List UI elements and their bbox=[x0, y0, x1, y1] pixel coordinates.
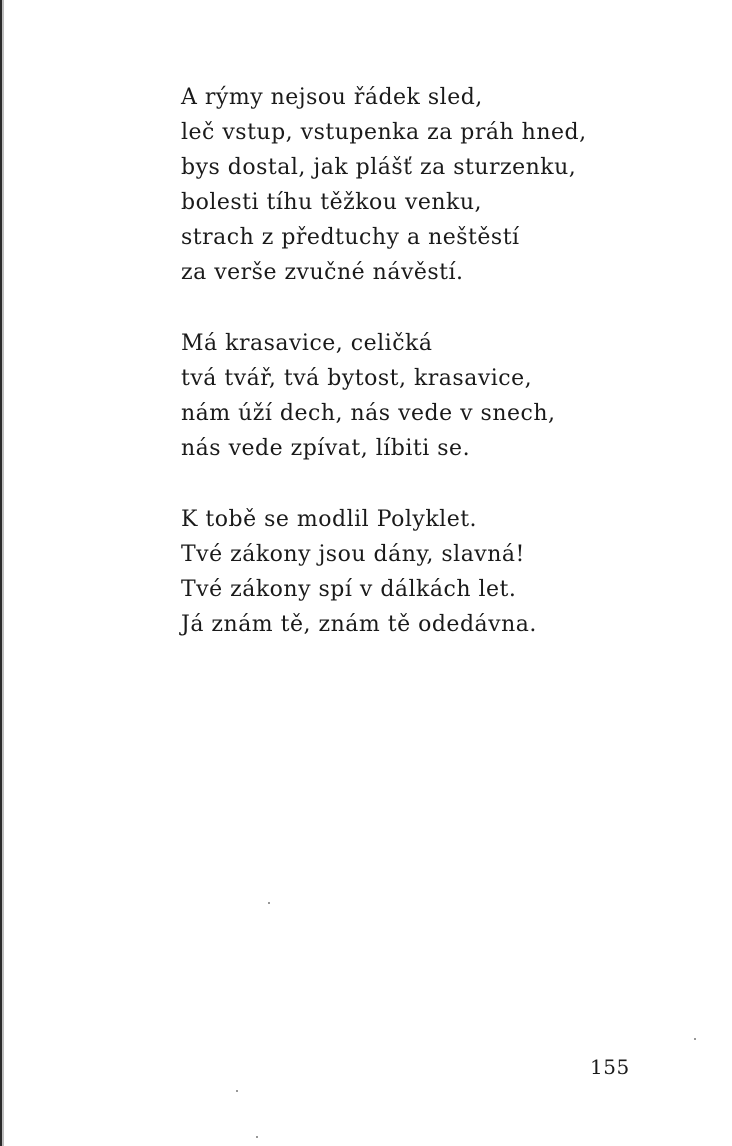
poem-line: tvá tvář, tvá bytost, krasavice, bbox=[181, 366, 533, 391]
paper-speck bbox=[256, 1136, 258, 1138]
poem-line: Tvé zákony spí v dálkách let. bbox=[181, 577, 517, 602]
stanza-2 bbox=[181, 326, 701, 466]
poem-line: Má krasavice, celičká bbox=[181, 331, 433, 356]
poem-line: K tobě se modlil Polyklet. bbox=[181, 507, 478, 532]
stanza-1 bbox=[181, 80, 701, 290]
poem bbox=[181, 80, 701, 678]
poem-line: bolesti tíhu těžkou venku, bbox=[181, 190, 483, 215]
poem-line: Já znám tě, znám tě odedávna. bbox=[181, 612, 537, 637]
poem-line: Tvé zákony jsou dány, slavná! bbox=[181, 542, 525, 567]
paper-speck bbox=[236, 1090, 238, 1092]
poem-line: nás vede zpívat, líbiti se. bbox=[181, 436, 471, 461]
poem-line: A rýmy nejsou řádek sled, bbox=[181, 85, 483, 110]
page-number: 155 bbox=[590, 1055, 630, 1079]
poem-line: leč vstup, vstupenka za práh hned, bbox=[181, 120, 587, 145]
poem-line: bys dostal, jak plášť za sturzenku, bbox=[181, 155, 577, 180]
paper-speck bbox=[268, 902, 270, 904]
page-binding-shadow bbox=[2, 0, 4, 1146]
poem-line: za verše zvučné návěstí. bbox=[181, 260, 464, 285]
poem-line: strach z předtuchy a neštěstí bbox=[181, 225, 520, 250]
paper-speck bbox=[694, 1038, 696, 1040]
poem-line: nám úží dech, nás vede v snech, bbox=[181, 401, 556, 426]
stanza-3 bbox=[181, 502, 701, 642]
